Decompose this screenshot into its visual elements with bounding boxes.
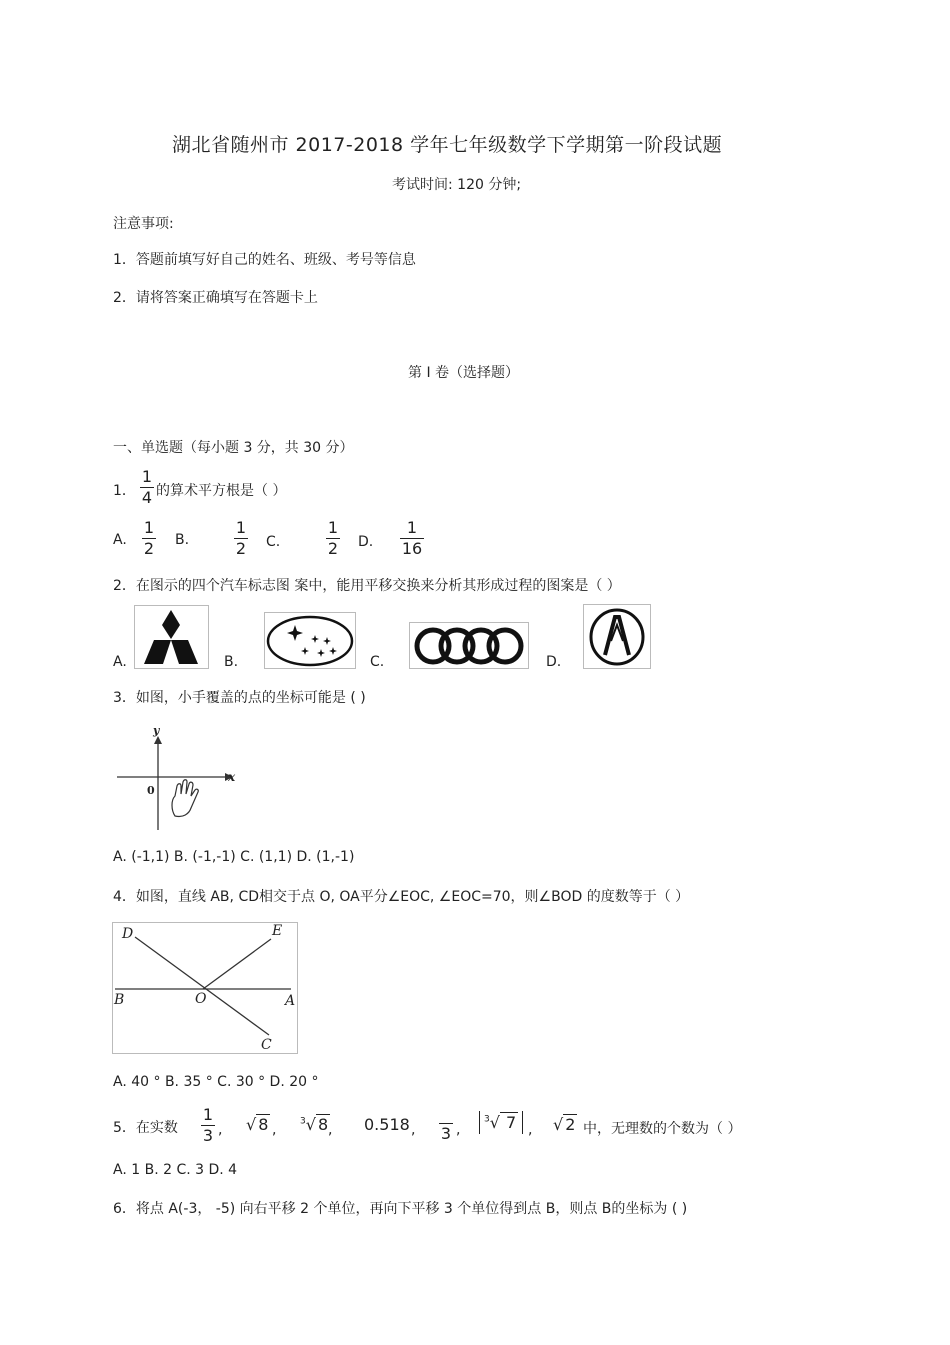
- q1-fraction: 1 4: [141, 467, 153, 507]
- q3-coordinate-figure: [113, 726, 243, 834]
- q1-number: 1．: [113, 483, 136, 499]
- q1-text: 的算术平方根是（ ）: [156, 483, 287, 499]
- q4-label-o: O: [195, 991, 207, 1007]
- q3-text: 3．如图，小手覆盖的点的坐标可能是 ( ): [113, 690, 366, 706]
- q3-axis-y-label: y: [153, 724, 160, 737]
- q1-option-c-label: C.: [266, 534, 281, 550]
- note-item: 1．答题前填写好自己的姓名、班级、考号等信息: [113, 252, 416, 268]
- q6-text: 6．将点 A(-3， -5) 向右平移 2 个单位，再向下平移 3 个单位得到点 B，则点 B的坐标为 ( ): [113, 1201, 688, 1217]
- q2-text: 2．在图示的四个汽车标志图 案中，能用平移交换来分析其形成过程的图案是（ ）: [113, 578, 621, 594]
- q2-option-c-label: C.: [370, 654, 385, 670]
- exam-time: 考试时间: 120 分钟;: [392, 177, 522, 193]
- q5-separator: ,: [218, 1122, 223, 1138]
- q4-label-c: C: [261, 1037, 272, 1053]
- q1-option-a-fraction: 1 2: [143, 518, 155, 558]
- q5-abs-cbrt-7: $^3$√ 7: [479, 1111, 523, 1134]
- q4-options: A. 40 ° B. 35 ° C. 30 ° D. 20 °: [113, 1074, 319, 1090]
- q1-option-c-fraction: 1 2: [327, 518, 339, 558]
- q1-option-d-fraction: 1 16: [401, 518, 423, 558]
- q5-separator: ,: [411, 1122, 416, 1138]
- q5-value-0518: 0.518: [364, 1115, 410, 1134]
- q3-origin-label: 0: [147, 784, 155, 797]
- q4-label-a: A: [285, 993, 296, 1009]
- q4-lines-figure: [112, 922, 298, 1054]
- q2-option-b-label: B.: [224, 654, 239, 670]
- page-title: 湖北省随州市 2017-2018 学年七年级数学下学期第一阶段试题: [172, 134, 723, 156]
- q4-label-e: E: [272, 923, 283, 939]
- q5-options: A. 1 B. 2 C. 3 D. 4: [113, 1162, 238, 1178]
- hand-icon: [172, 780, 198, 817]
- q2-option-a-label: A.: [113, 654, 127, 670]
- q4-label-d: D: [122, 926, 134, 942]
- q5-fraction-one-third: 1 3: [202, 1105, 214, 1145]
- subaru-logo-icon: [264, 612, 356, 669]
- q5-fraction-over-3: 3: [440, 1124, 452, 1143]
- notes-heading: 注意事项:: [113, 216, 174, 232]
- audi-rings-logo-icon: [409, 622, 529, 669]
- acura-logo-icon: [583, 604, 651, 669]
- q5-separator: ,: [328, 1122, 333, 1138]
- q1-option-b-label: B.: [175, 532, 190, 548]
- q3-axis-x-label: x: [228, 770, 236, 784]
- q5-separator: ,: [528, 1122, 533, 1138]
- q1-option-d-label: D.: [358, 534, 374, 550]
- section-title: 第 Ⅰ 卷（选择题）: [408, 365, 520, 381]
- mitsubishi-logo-icon: [134, 605, 209, 669]
- q1-option-b-fraction: 1 2: [235, 518, 247, 558]
- q3-options: A. (-1,1) B. (-1,-1) C. (1,1) D. (1,-1): [113, 849, 355, 865]
- q5-number: 5．在实数: [113, 1120, 178, 1136]
- q5-sqrt-8: √ 8: [246, 1115, 269, 1134]
- q4-label-b: B: [114, 992, 125, 1008]
- q5-sqrt-2: √ 2: [553, 1115, 576, 1134]
- part-one-heading: 一、单选题（每小题 3 分，共 30 分）: [113, 440, 354, 456]
- q5-cbrt-8: $^3$√ 8: [300, 1115, 329, 1134]
- q5-separator: ,: [272, 1122, 277, 1138]
- q4-text: 4．如图，直线 AB, CD相交于点 O, OA平分∠EOC, ∠EOC=70，则∠BOD 的度数等于（ ）: [113, 889, 690, 905]
- note-item: 2．请将答案正确填写在答题卡上: [113, 290, 318, 306]
- q2-option-d-label: D.: [546, 654, 562, 670]
- q1-option-a-label: A.: [113, 532, 127, 548]
- q5-tail: 中，无理数的个数为（ ）: [583, 1121, 742, 1137]
- q5-separator: ,: [456, 1122, 461, 1138]
